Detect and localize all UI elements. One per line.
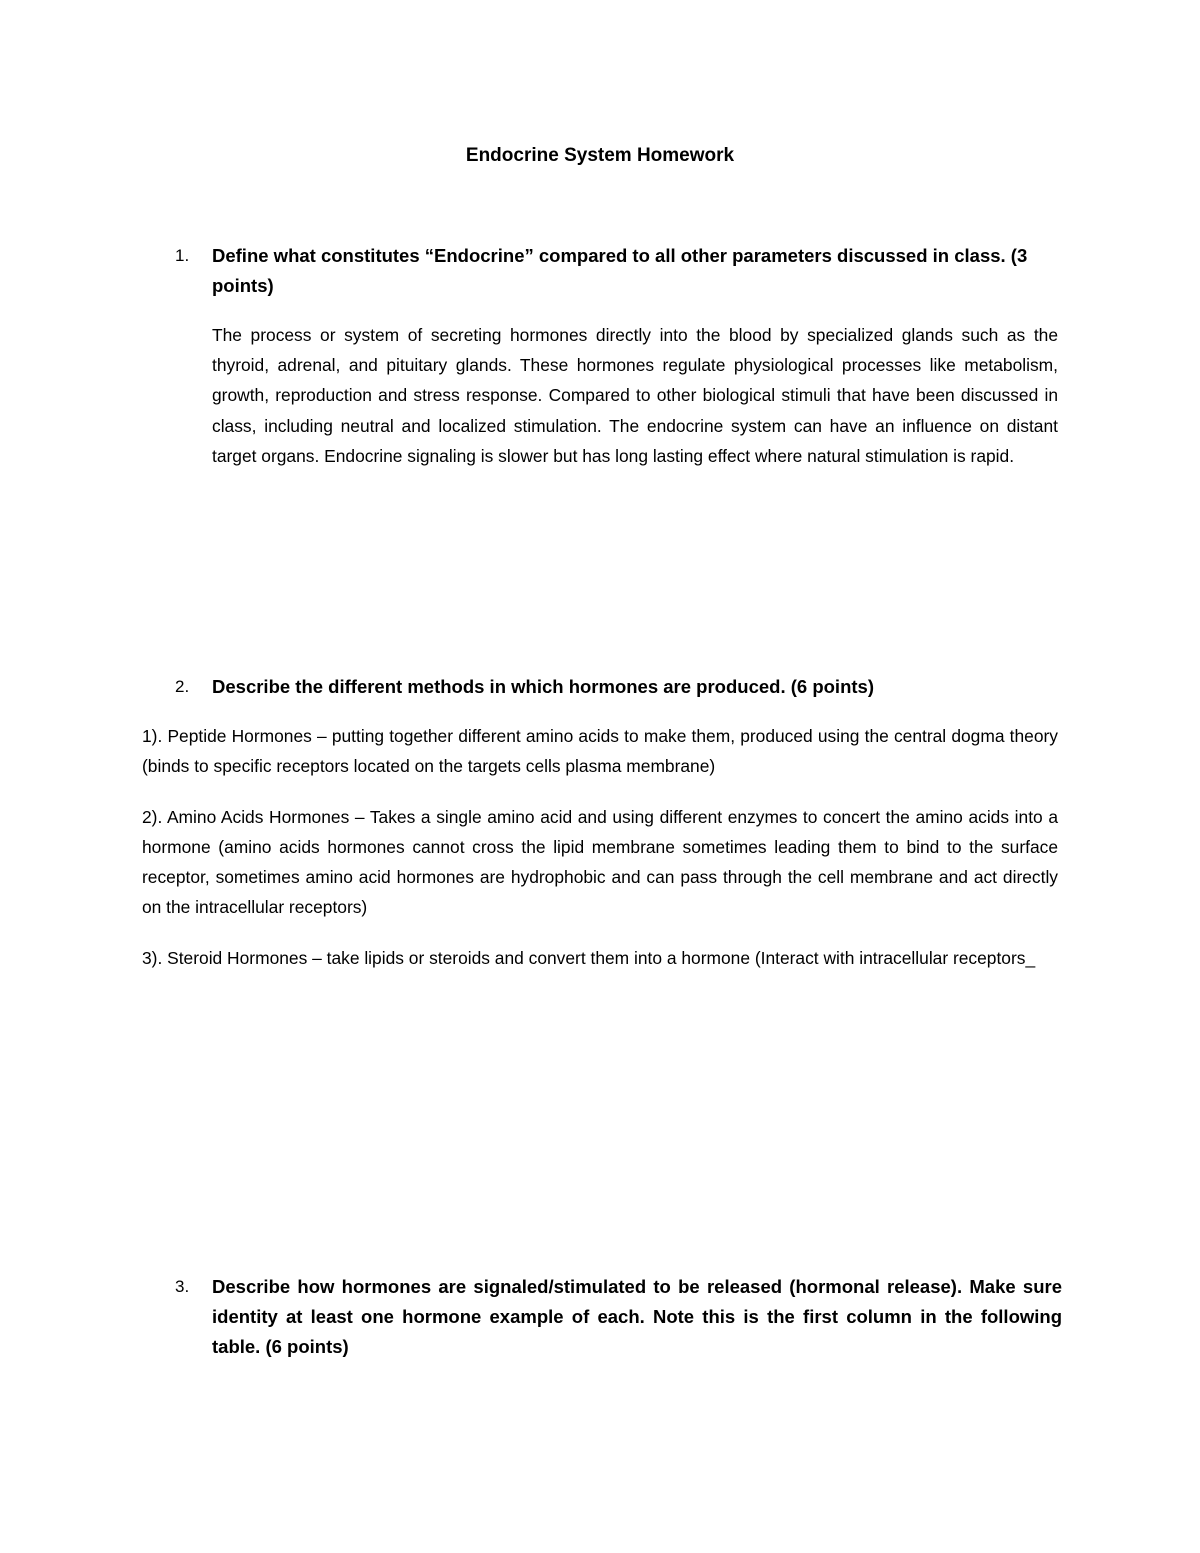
question-3-prompt: Describe how hormones are signaled/stimulated to be released (hormonal release). Make sure identity at least one hormone example of each. Note this is the first column in the following table. (6 points) xyxy=(212,1276,1062,1357)
question-2-prompt: Describe the different methods in which hormones are produced. (6 points) xyxy=(212,676,874,697)
question-3-number: 3. xyxy=(175,1277,190,1296)
question-1-number: 1. xyxy=(175,246,190,265)
document-title: Endocrine System Homework xyxy=(465,145,735,166)
question-1-prompt: Define what constitutes “Endocrine” compared to all other parameters discussed in class. (3 points) xyxy=(212,245,1028,296)
question-1-answer: The process or system of secreting hormones directly into the blood by specialized glands such as the thyroid, adrenal, and pituitary glands. These hormones regulate physiological processes like metabolism, growth, reproduction and stress response. Compared to other biological stimuli that have been discussed in class, including neutral and localized stimulation. The endocrine system can have an influence on distant target organs. Endocrine signaling is slower but has long lasting effect where natural stimulation is rapid. xyxy=(212,325,1058,466)
question-2-number: 2. xyxy=(175,677,190,696)
question-2-answer-2: 2). Amino Acids Hormones – Takes a single amino acid and using different enzymes to concert the amino acids into a hormone (amino acids hormones cannot cross the lipid membrane sometimes leading them to bind to the surface receptor, sometimes amino acid hormones are hydrophobic and can pass through the cell membrane and act directly on the intracellular receptors) xyxy=(142,807,1058,917)
question-2-answer-3: 3). Steroid Hormones – take lipids or steroids and convert them into a hormone (Interact with intracellular receptors_ xyxy=(142,948,1036,968)
question-2-answer-1: 1). Peptide Hormones – putting together different amino acids to make them, produced using the central dogma theory (binds to specific receptors located on the targets cells plasma membrane) xyxy=(142,726,1058,776)
